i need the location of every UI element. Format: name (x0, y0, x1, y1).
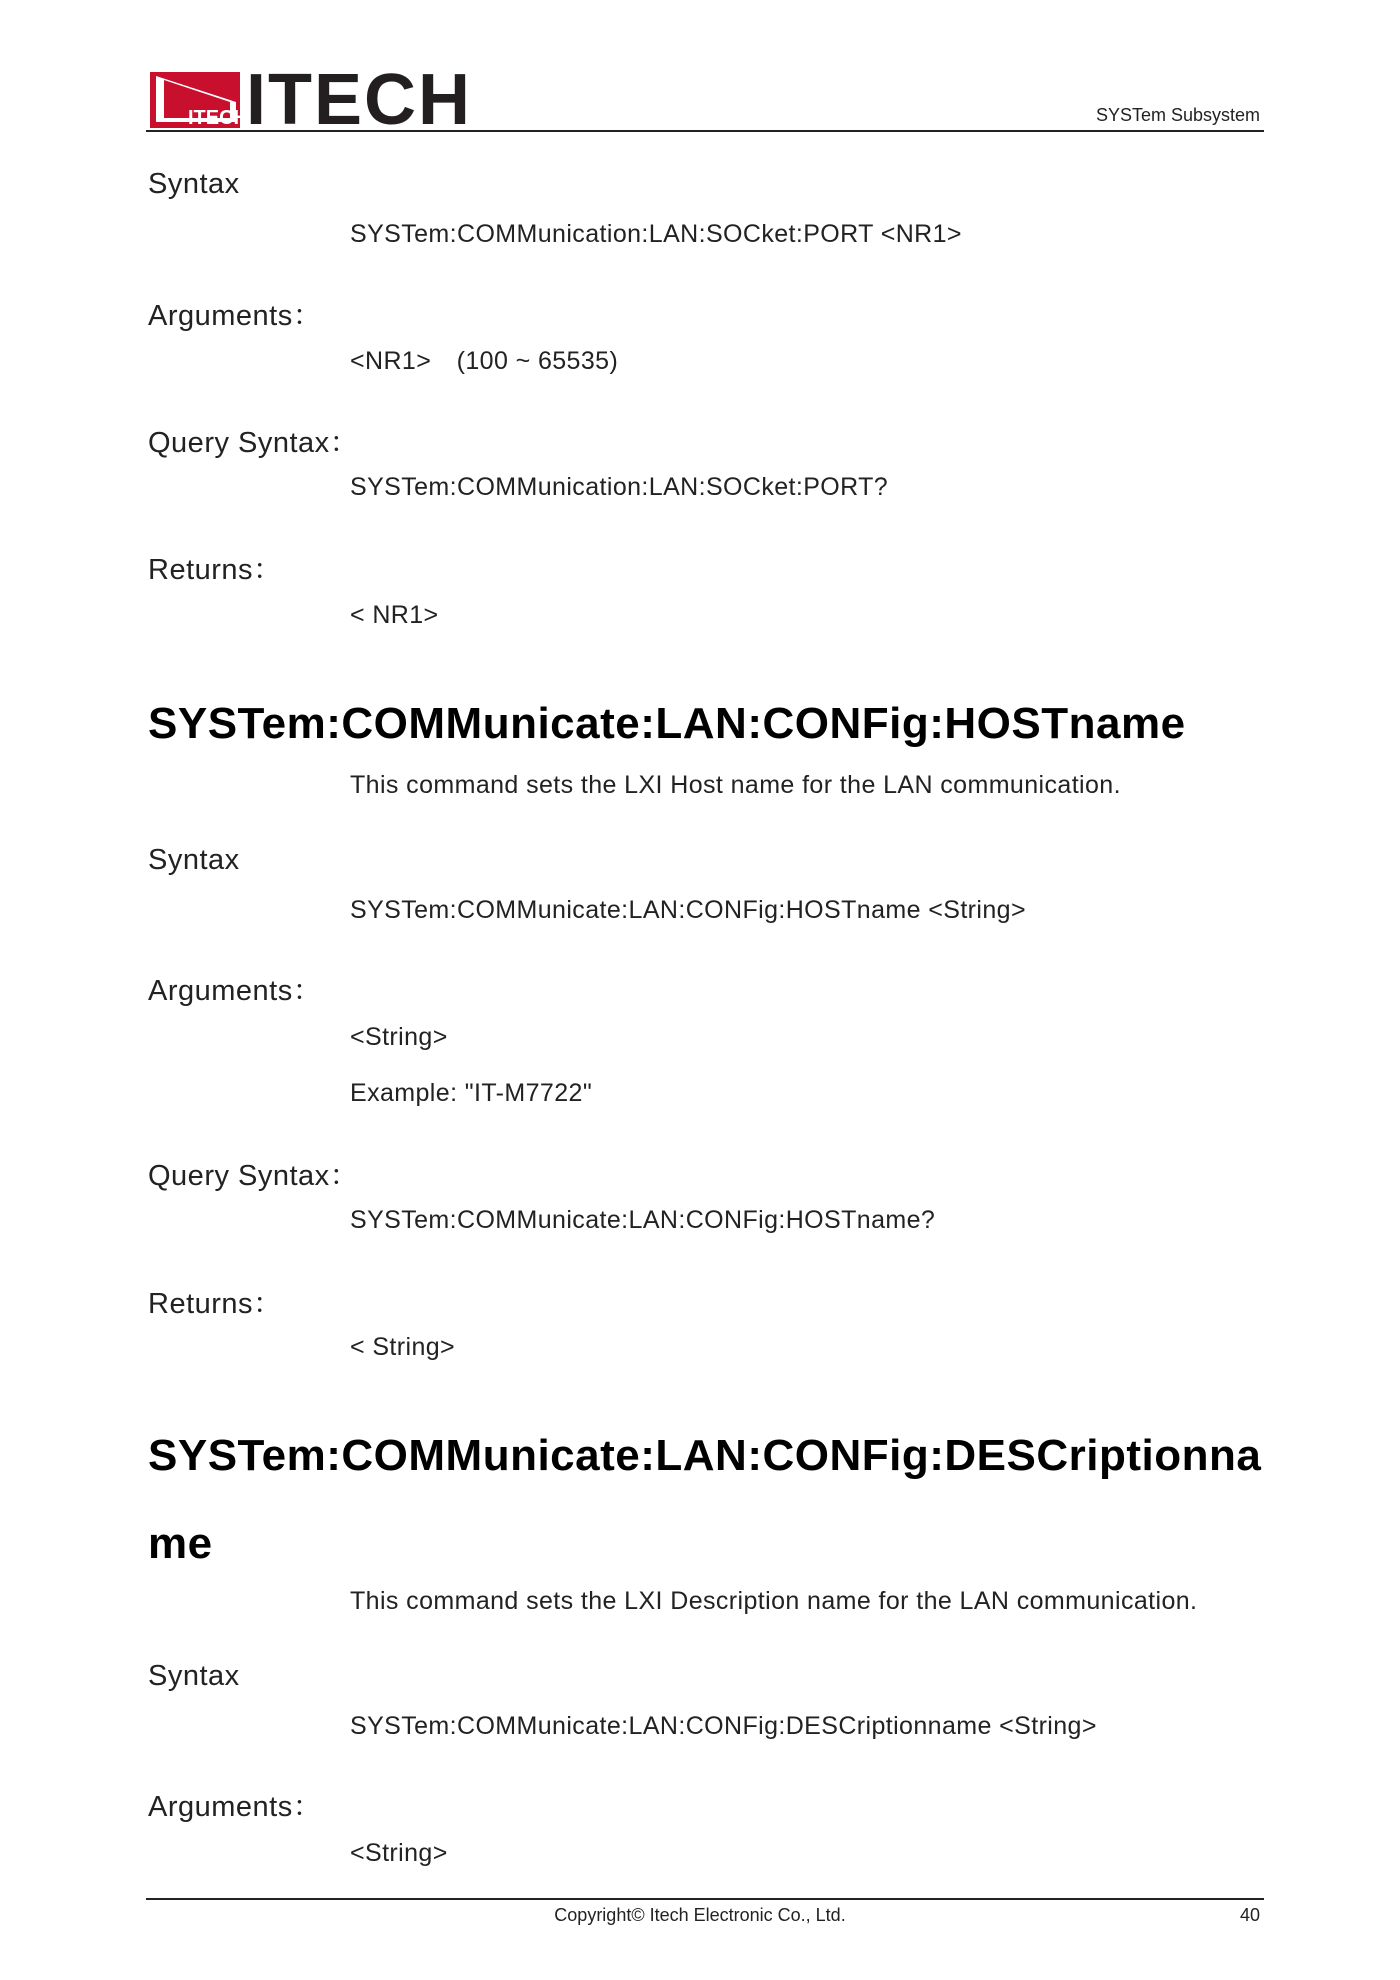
itech-logo (150, 60, 472, 140)
svg-text:ITECH: ITECH (188, 107, 248, 129)
syntax-command: SYSTem:COMMunicate:LAN:CONFig:DESCriptionname <String> (350, 1712, 1097, 1740)
query-syntax-label: Query Syntax： (148, 427, 360, 459)
argument-example: Example: "IT-M7722" (350, 1079, 593, 1107)
returns-label: Returns： (148, 554, 283, 586)
logo-wordmark: ITECH (246, 60, 472, 140)
argument-value: <String> (350, 1023, 448, 1051)
argument-value: <NR1> (100 ~ 65535) (350, 347, 619, 375)
command-heading-descriptionname: SYSTem:COMMunicate:LAN:CONFig:DESCriptionname (148, 1431, 1262, 1568)
returns-label: Returns： (148, 1288, 283, 1320)
command-description: This command sets the LXI Description name for the LAN communication. (350, 1587, 1198, 1615)
section-title: SYSTem Subsystem (1095, 105, 1260, 125)
command-heading-hostname: SYSTem:COMMunicate:LAN:CONFig:HOSTname (148, 699, 1186, 748)
returns-value: < String> (350, 1333, 456, 1361)
query-syntax-command: SYSTem:COMMunicate:LAN:CONFig:HOSTname? (350, 1206, 936, 1234)
syntax-label: Syntax (148, 168, 240, 200)
arguments-label: Arguments： (148, 975, 323, 1007)
query-syntax-command: SYSTem:COMMunication:LAN:SOCket:PORT? (350, 473, 889, 501)
arguments-label: Arguments： (148, 300, 323, 332)
page-number: 40 (1239, 1905, 1260, 1925)
syntax-command: SYSTem:COMMunication:LAN:SOCket:PORT <NR1> (350, 220, 962, 248)
syntax-label: Syntax (148, 1660, 240, 1692)
query-syntax-label: Query Syntax： (148, 1160, 360, 1192)
footer-divider (146, 1898, 1264, 1900)
argument-value: <String> (350, 1839, 448, 1867)
syntax-command: SYSTem:COMMunicate:LAN:CONFig:HOSTname <String> (350, 896, 1026, 924)
itech-logo-mark-icon (150, 72, 248, 129)
returns-value: < NR1> (350, 601, 439, 629)
syntax-label: Syntax (148, 844, 240, 876)
footer-copyright: Copyright© Itech Electronic Co., Ltd. (554, 1905, 846, 1925)
arguments-label: Arguments： (148, 1791, 323, 1823)
page-header (146, 60, 1264, 140)
command-description: This command sets the LXI Host name for the LAN communication. (350, 771, 1121, 799)
